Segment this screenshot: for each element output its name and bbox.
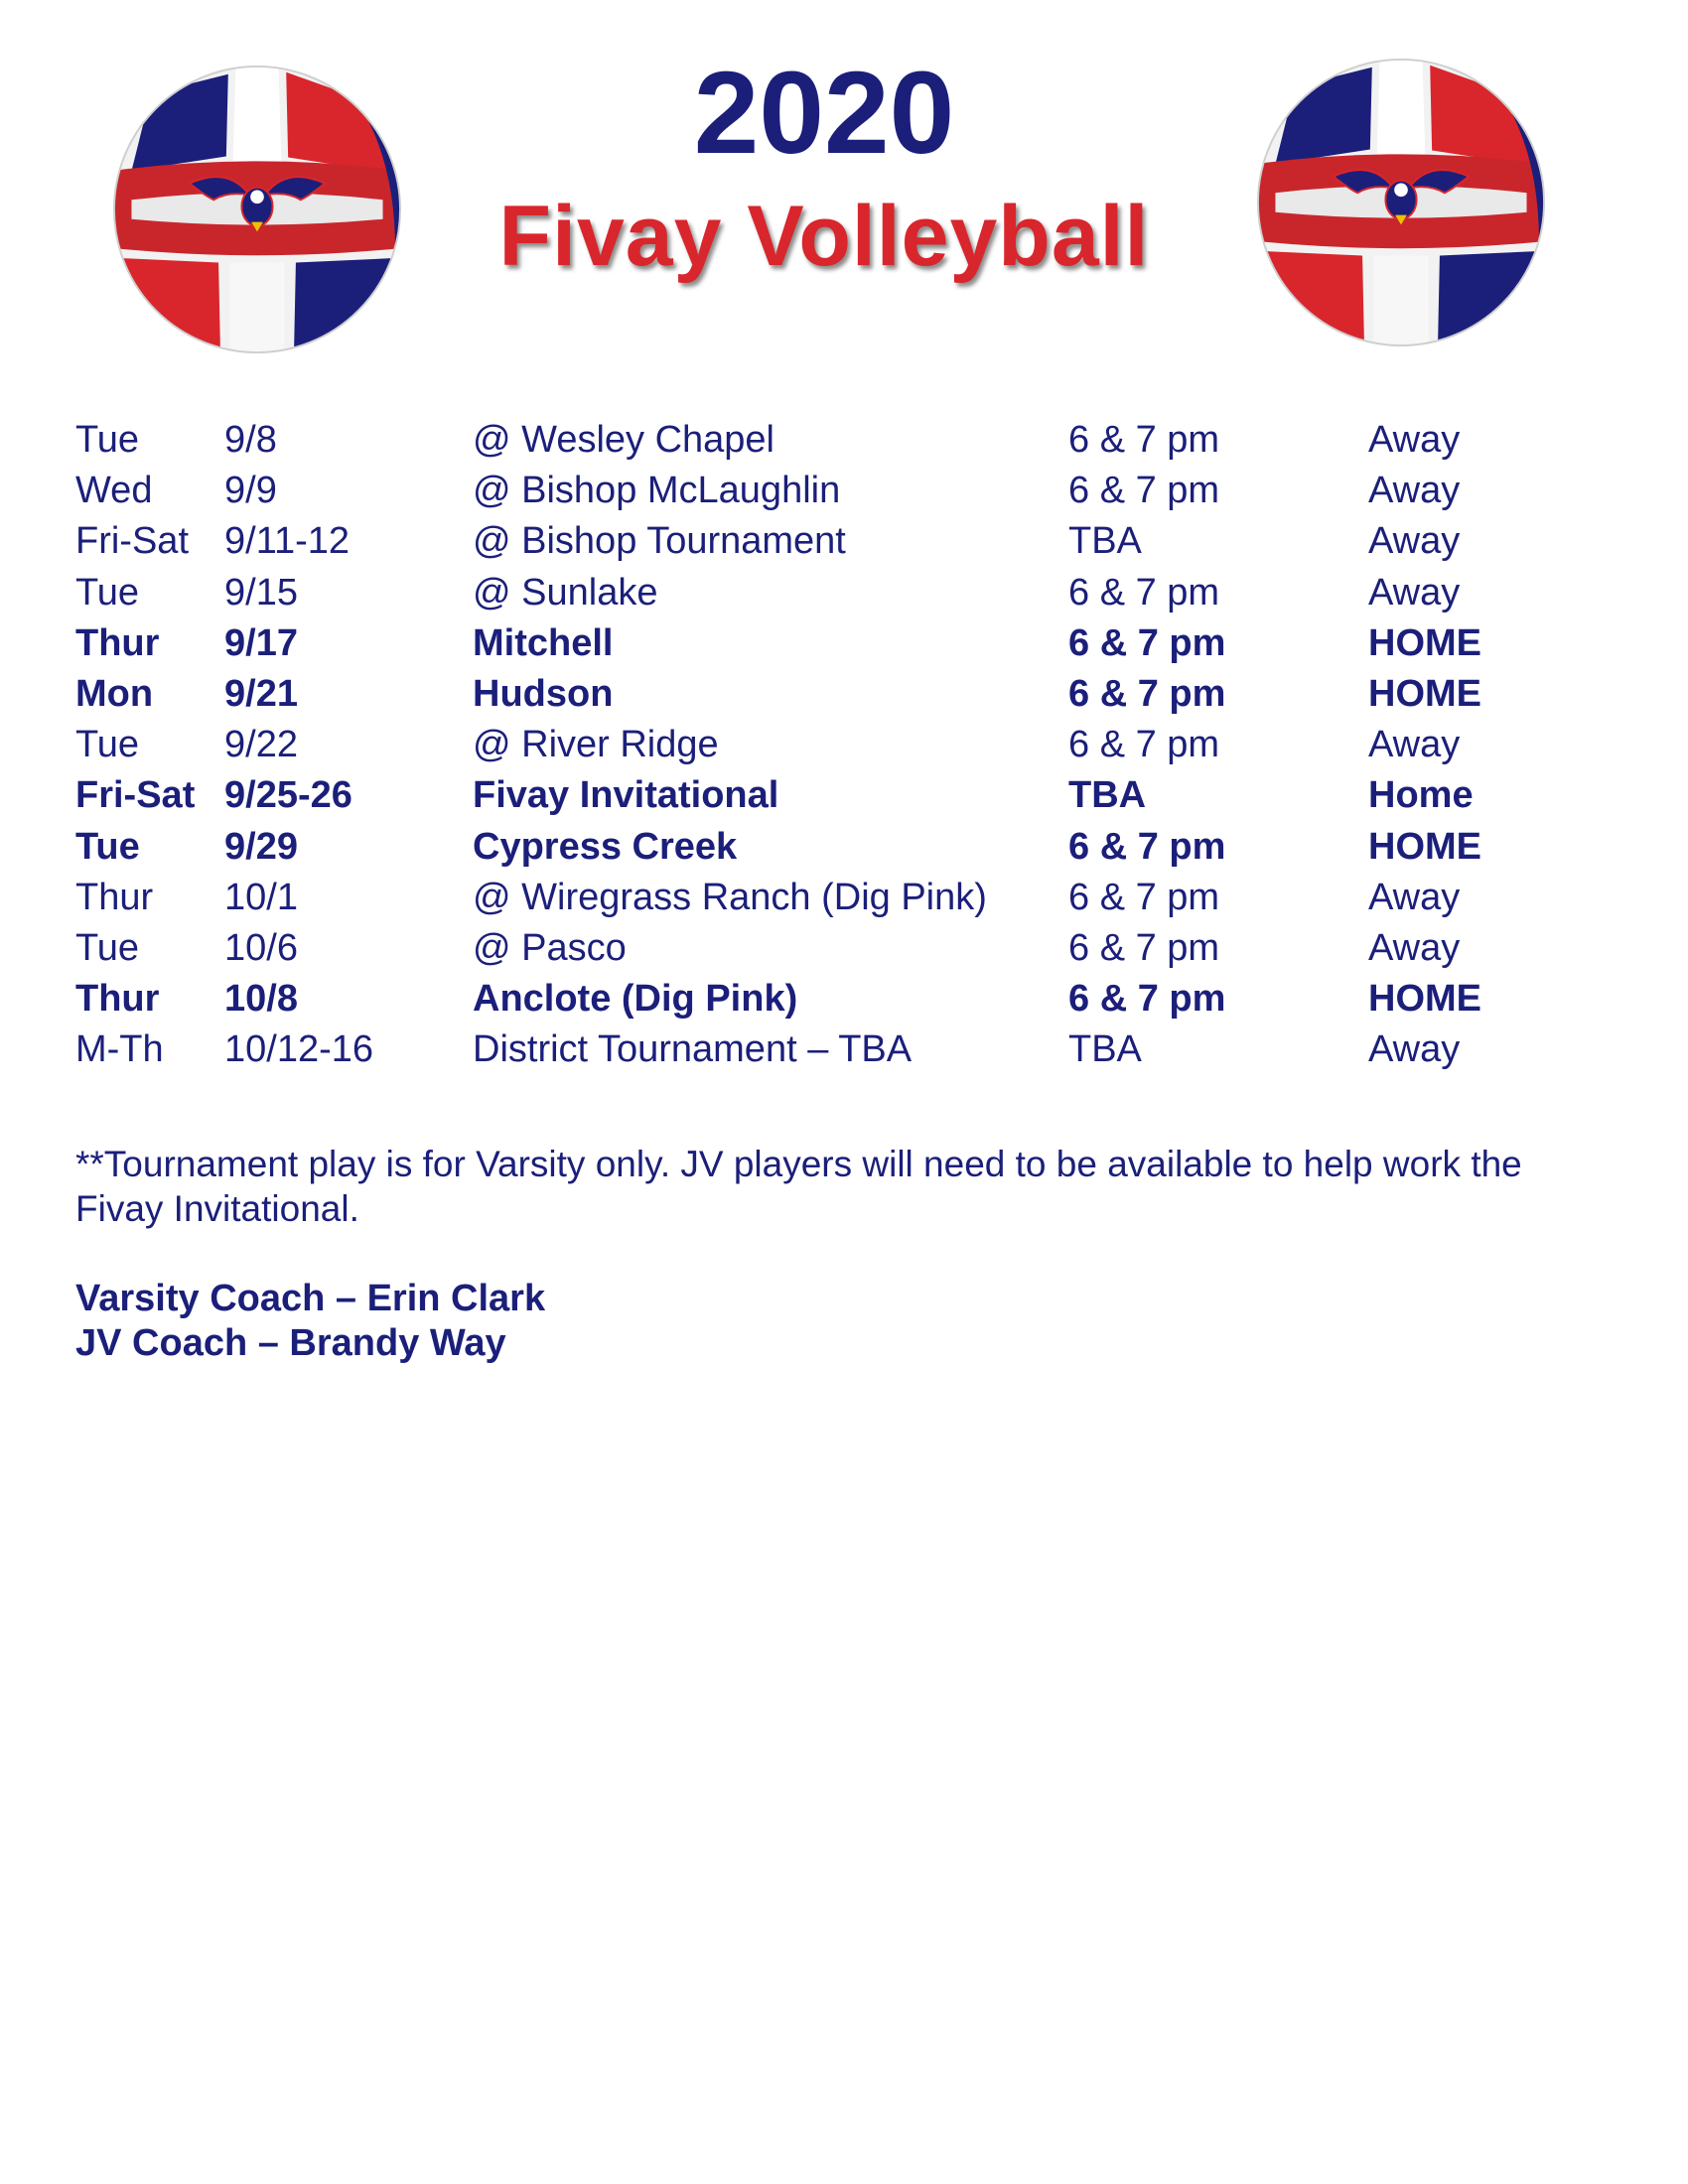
jv-coach: JV Coach – Brandy Way [75,1322,506,1364]
game-date: 9/29 [224,825,298,868]
game-date: 10/12-16 [224,1028,374,1071]
game-day: Fri-Sat [75,520,189,563]
game-opponent: @ Bishop McLaughlin [473,470,841,512]
game-location: HOME [1368,978,1481,1021]
game-time: 6 & 7 pm [1068,571,1220,614]
coaches-list [75,1277,545,1366]
game-day: Thur [75,876,154,918]
schedule-row [75,873,1624,923]
game-time: 6 & 7 pm [1068,876,1220,918]
game-opponent: @ Wesley Chapel [473,419,774,461]
game-time: 6 & 7 pm [1068,470,1220,512]
game-date: 9/11-12 [224,520,351,563]
game-day: Wed [75,470,153,512]
game-day: Tue [75,419,140,461]
schedule-row [75,669,1624,720]
game-date: 9/15 [224,571,298,614]
game-location: HOME [1368,621,1481,664]
game-time: 6 & 7 pm [1068,825,1226,868]
game-time: 6 & 7 pm [1068,978,1226,1021]
schedule-row [75,415,1624,466]
page-year: 2020 [693,48,955,179]
game-opponent: Anclote (Dig Pink) [473,978,798,1021]
game-location: Away [1368,926,1461,969]
page-title: Fivay Volleyball [498,189,1150,284]
game-location: Away [1368,419,1461,461]
schedule-row [75,568,1624,618]
game-location: Away [1368,520,1461,563]
game-day: Fri-Sat [75,774,196,817]
game-opponent: @ Wiregrass Ranch (Dig Pink) [473,876,987,918]
game-time: TBA [1068,1028,1142,1071]
game-time: 6 & 7 pm [1068,419,1220,461]
game-time: 6 & 7 pm [1068,672,1226,715]
game-date: 10/6 [224,926,298,969]
game-day: Thur [75,621,160,664]
game-time: 6 & 7 pm [1068,621,1226,664]
schedule-row [75,822,1624,873]
schedule-row [75,923,1624,974]
game-day: M-Th [75,1028,164,1071]
varsity-coach: Varsity Coach – Erin Clark [75,1278,546,1319]
game-opponent: Hudson [473,672,614,715]
schedule-row [75,618,1624,669]
game-day: Tue [75,825,140,868]
game-opponent: Mitchell [473,621,614,664]
game-date: 9/21 [224,672,298,715]
game-location: Away [1368,876,1461,918]
game-date: 9/8 [224,419,277,461]
game-location: Away [1368,724,1461,766]
game-time: TBA [1068,520,1142,563]
game-day: Tue [75,571,140,614]
game-opponent: District Tournament – TBA [473,1028,913,1071]
game-location: HOME [1368,672,1481,715]
game-date: 10/1 [224,876,298,918]
game-date: 10/8 [224,978,298,1021]
game-opponent: @ Bishop Tournament [473,520,846,563]
schedule-row [75,974,1624,1024]
game-location: HOME [1368,825,1481,868]
game-opponent: Cypress Creek [473,825,738,868]
schedule-row [75,1024,1624,1075]
game-date: 9/22 [224,724,298,766]
game-day: Tue [75,724,140,766]
schedule-row [75,770,1624,821]
game-date: 9/9 [224,470,277,512]
game-opponent: @ Pasco [473,926,627,969]
game-location: Away [1368,1028,1461,1071]
game-time: 6 & 7 pm [1068,724,1220,766]
game-location: Home [1368,774,1474,817]
game-location: Away [1368,571,1461,614]
schedule-table [75,415,1624,1075]
game-day: Mon [75,672,154,715]
tournament-note: **Tournament play is for Varsity only. JV players will need to be available to help work the Fivay Invitational. [75,1144,1522,1229]
game-date: 9/17 [224,621,298,664]
game-opponent: Fivay Invitational [473,774,779,817]
game-day: Tue [75,926,140,969]
game-time: 6 & 7 pm [1068,926,1220,969]
game-location: Away [1368,470,1461,512]
schedule-row [75,466,1624,516]
game-opponent: @ River Ridge [473,724,719,766]
schedule-row [75,720,1624,770]
game-date: 9/25-26 [224,774,352,817]
game-day: Thur [75,978,160,1021]
game-time: TBA [1068,774,1147,817]
schedule-row [75,516,1624,567]
game-opponent: @ Sunlake [473,571,658,614]
